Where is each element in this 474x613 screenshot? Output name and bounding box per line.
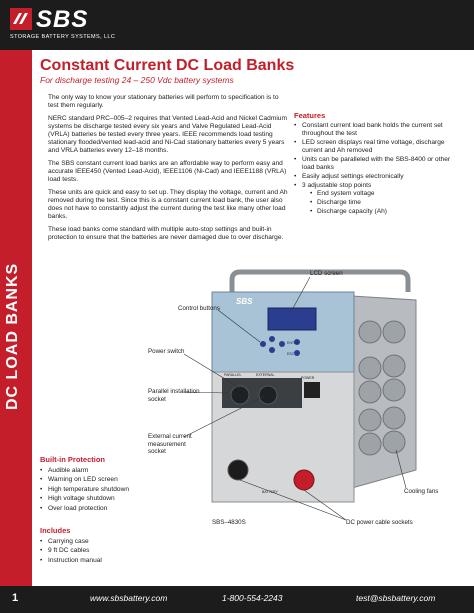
logo-subtitle: STORAGE BATTERY SYSTEMS, LLC — [10, 34, 116, 40]
paragraph: These load banks come standard with multiple auto-stop settings and built-in protection to ensure that the batteries are never damaged due to over discharge. — [48, 226, 284, 241]
callout-control-buttons: Control buttons — [178, 305, 220, 312]
socket-label-external: EXTERNAL — [256, 373, 275, 377]
esc-button-label: ESC — [287, 352, 295, 356]
includes-item: • Instruction manual — [40, 557, 150, 566]
paragraph: The SBS constant current load banks are an affordable way to perform easy and accurate IEEE450 (Vented Lead-Acid), IEEE1106 (Ni-Cad) and IEEE1188 (VRLA) load tests. — [48, 160, 287, 183]
power-label: POWER — [301, 376, 315, 380]
protection-item: • Warning on LED screen — [40, 476, 150, 485]
page-subtitle: For discharge testing 24 – 250 Vdc battery systems — [40, 75, 234, 85]
includes-item: • 9 ft DC cables — [40, 547, 150, 556]
builtin-protection-title: Built-in Protection — [40, 455, 105, 464]
feature-item-label: 3 adjustable stop points — [302, 182, 372, 189]
callout-external-socket: External current measurement socket — [148, 433, 192, 455]
callout-power-switch: Power switch — [148, 348, 185, 355]
feature-item: • LED screen displays real time voltage, discharge current and Ah removed — [294, 139, 464, 155]
includes-section — [40, 527, 150, 566]
paragraph: These units are quick and easy to set up. They display the voltage, current and Ah removed during the test. Since this is a constant current load bank, the user also does not have to constantly adjust the current during the test like many other load banks. — [48, 189, 288, 220]
footer-website-link[interactable]: www.sbsbattery.com — [90, 593, 168, 603]
device-brand: SBS — [236, 297, 253, 306]
callout-parallel-socket: Parallel installation socket — [148, 388, 200, 403]
protection-item: • High voltage shutdown — [40, 495, 150, 504]
socket-label-parallel: PARALLEL — [224, 373, 242, 377]
footer-email-link[interactable]: test@sbsbattery.com — [356, 593, 436, 603]
feature-sub-item: • Discharge time — [310, 199, 464, 207]
feature-sub-item: • End system voltage — [310, 190, 464, 198]
battery-label: BATTERY — [262, 490, 278, 494]
page-title: Constant Current DC Load Banks — [40, 57, 295, 74]
side-band-label: DC LOAD BANKS — [4, 262, 21, 410]
includes-item: • Carrying case — [40, 538, 150, 547]
logo-text: SBS — [36, 6, 89, 33]
footer-bar — [0, 586, 474, 613]
callout-lcd-screen: LCD screen — [310, 270, 343, 277]
paragraph: The only way to know your stationary batteries will perform to specification is to test them regularly. — [48, 94, 279, 109]
feature-item: • Units can be paralleled with the SBS-8400 or other load banks — [294, 156, 464, 172]
features-title: Features — [294, 111, 326, 120]
callout-cooling-fans: Cooling fans — [404, 488, 439, 495]
model-name: SBS–4830S — [212, 519, 246, 526]
protection-item: • Audible alarm — [40, 467, 150, 476]
page-number: 1 — [12, 592, 19, 604]
callout-dc-sockets: DC power cable sockets — [346, 519, 413, 526]
paragraph: NERC standard PRC–005–2 requires that Vented Lead-Acid and Nickel Cadmium systems be discharge tested every six years and Valve Regulated Lead-Acid (VRLA) batteries be tested every three years. IEEE recommends load testing stationary flooded/vented lead-acid and Ni-Cad stationary batteries every 5 years and VRLA batteries every 12–18 months. — [48, 115, 287, 154]
includes-title: Includes — [40, 526, 71, 535]
builtin-protection-section — [40, 456, 150, 514]
protection-item: • High temperature shutdown — [40, 486, 150, 495]
footer-phone[interactable]: 1-800-554-2243 — [222, 593, 283, 603]
protection-item: • Over load protection — [40, 505, 150, 514]
feature-item: • Constant current load bank holds the current set throughout the test — [294, 122, 464, 138]
feature-item: • Easily adjust settings electronically — [294, 173, 464, 181]
feature-sub-item: • Discharge capacity (Ah) — [310, 208, 464, 216]
enter-button-label: ENTER — [287, 341, 299, 345]
